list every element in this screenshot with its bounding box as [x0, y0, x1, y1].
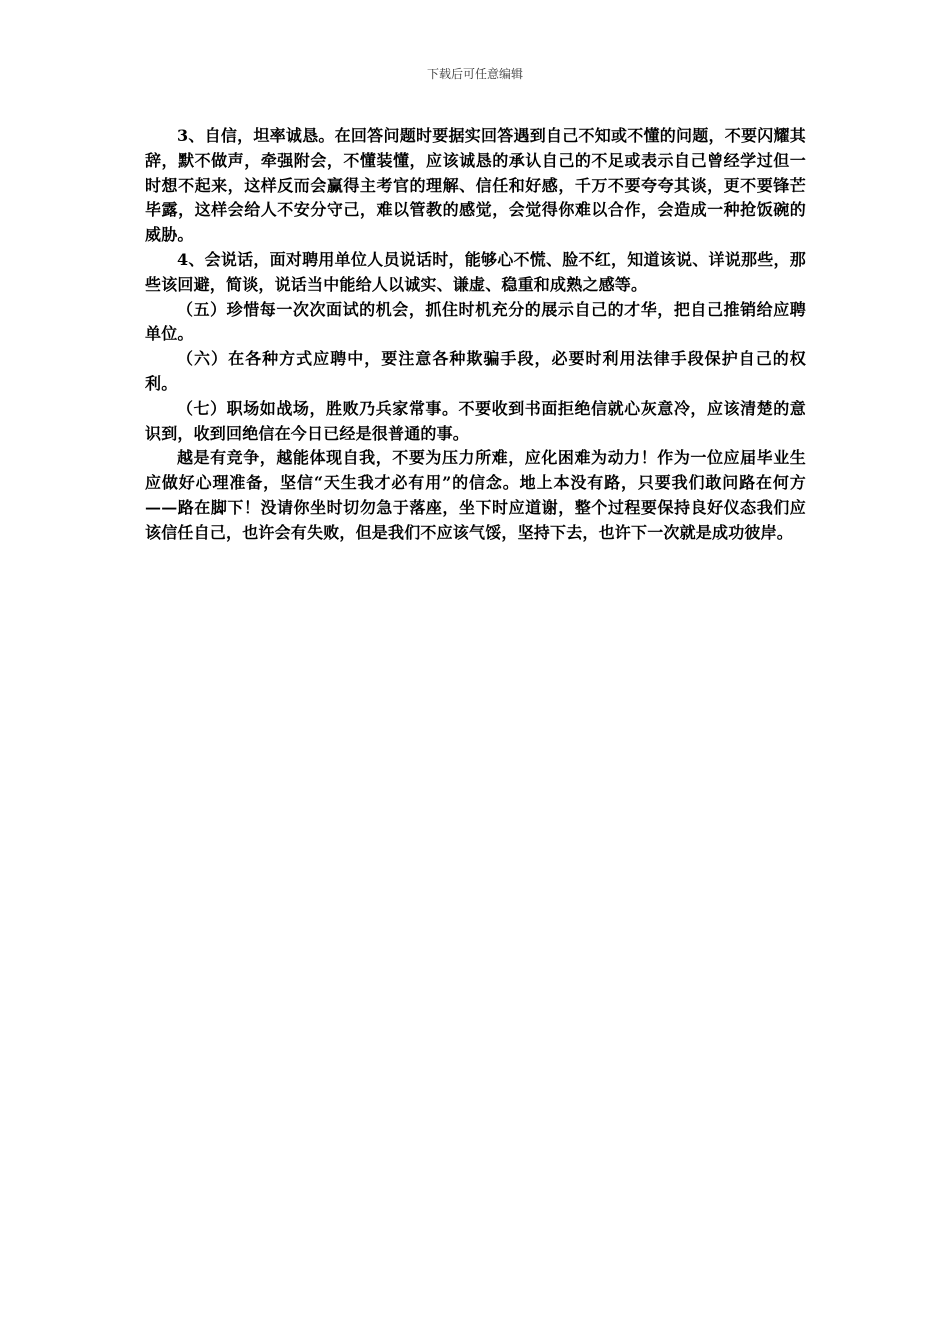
paragraph-confidence: 3、自信，坦率诚恳。在回答问题时要据实回答遇到自己不知或不懂的问题，不要闪耀其辞，默不做声，牵强附会，不懂装懂，应该诚恳的承认自己的不足或表示自己曾经学过但一时想不起来，这样反而会赢得主考官的理解、信任和好感，千万不要夸夸其谈，更不要锋芒毕露，这样会给人不安分守己，难以管教的感觉，会觉得你难以合作，会造成一种抢饭碗的威胁。 [145, 126, 806, 245]
document-body [145, 124, 806, 546]
paragraph-conclusion: 越是有竞争，越能体现自我，不要为压力所难，应化困难为动力！作为一位应届毕业生应做好心理准备，坚信“天生我才必有用”的信念。地上本没有路，只要我们敢问路在何方——路在脚下！没请你坐时切勿急于落座，坐下时应道谢，整个过程要保持良好仪态我们应该信任自己，也许会有失败，但是我们不应该气馁，坚持下去，也许下一次就是成功彼岸。 [145, 448, 806, 542]
page-header: 下载后可任意编辑 [426, 67, 523, 81]
paragraph-fraud-warning: （六）在各种方式应聘中，要注意各种欺骗手段，必要时利用法律手段保护自己的权利。 [145, 349, 806, 393]
paragraph-rejection: （七）职场如战场，胜败乃兵家常事。不要收到书面拒绝信就心灰意冷，应该清楚的意识到，收到回绝信在今日已经是很普通的事。 [145, 398, 806, 443]
paragraph-interview-opportunity: （五）珍惜每一次次面试的机会，抓住时机充分的展示自己的才华，把自己推销给应聘单位。 [145, 299, 806, 344]
paragraph-speaking: 4、会说话，面对聘用单位人员说话时，能够心不慌、脸不红，知道该说、详说那些，那些该回避，简谈，说话当中能给人以诚实、谦虚、稳重和成熟之感等。 [145, 249, 806, 294]
